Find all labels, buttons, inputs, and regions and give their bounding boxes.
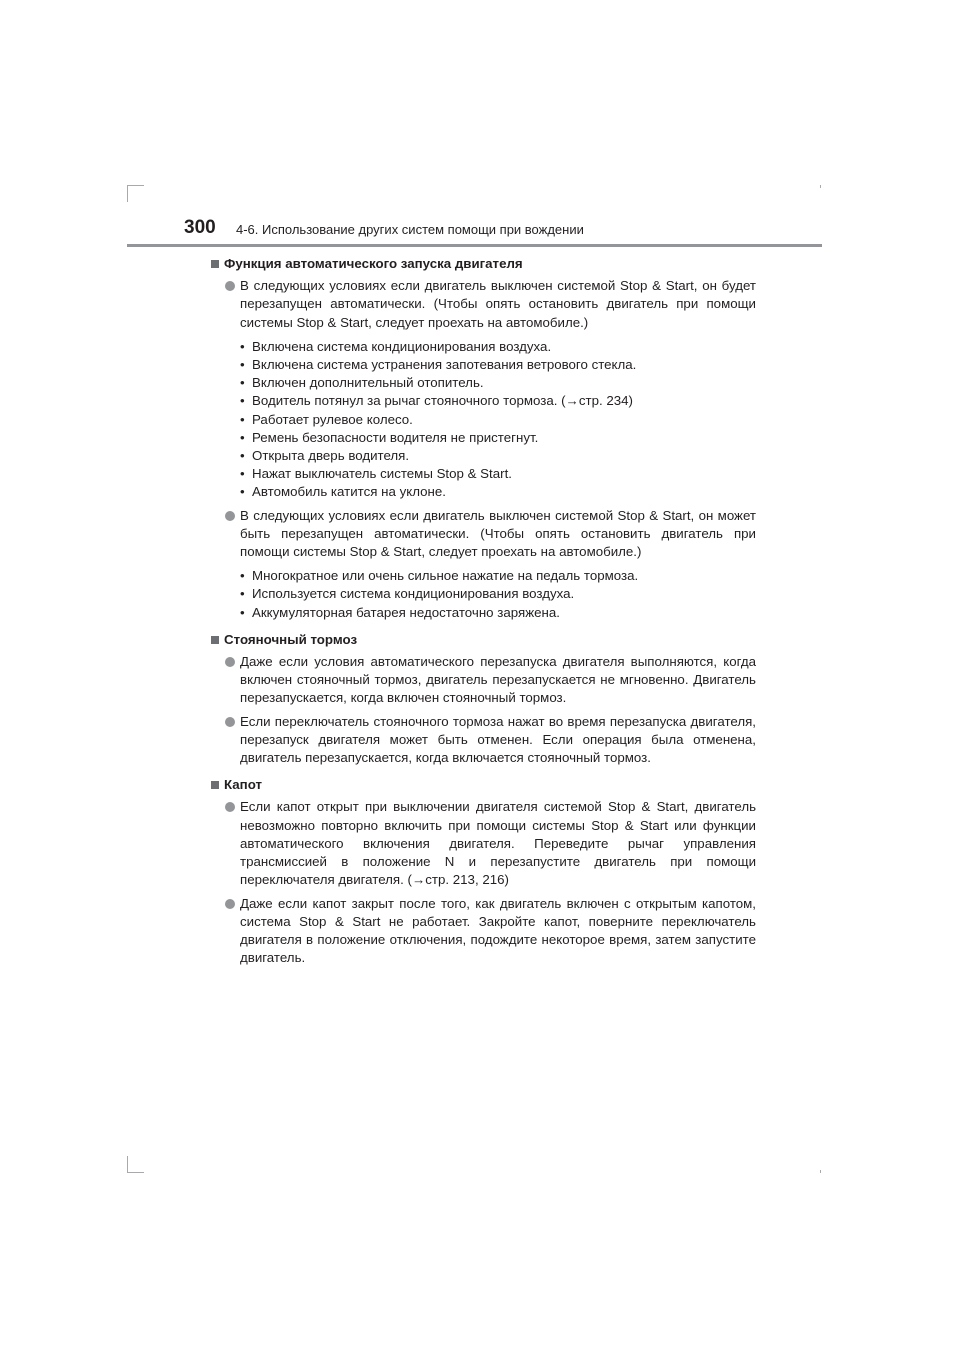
page-number: 300 bbox=[184, 217, 216, 238]
bullet-paragraph bbox=[211, 713, 756, 768]
list-item bbox=[211, 585, 756, 603]
list-item-text: Открыта дверь водителя. bbox=[252, 448, 410, 464]
list-item bbox=[211, 338, 756, 356]
bullet-text: Если капот открыт при выключении двигателя системой Stop & Start, двигатель невозможно повторно включить при помощи системы Stop & Start или функции автоматического включения двигателя. Переведите рычаг управления трансмиссией в положение N и перезапустите двигатель при помощи переключателя двигателя. (→стр. 213, 216) bbox=[240, 799, 756, 888]
bullet-text: Даже если условия автоматического перезапуска двигателя выполняются, когда включен стояночный тормоз, двигатель перезапускается не мгновенно. Двигатель перезапускается, когда включен стояночный тормоз. bbox=[240, 654, 756, 706]
list-item bbox=[211, 392, 756, 410]
crop-mark-top-left-v bbox=[127, 185, 128, 202]
list-bullet-icon: • bbox=[240, 338, 245, 354]
list-item-text: Работает рулевое колесо. bbox=[252, 411, 413, 427]
list-item bbox=[211, 356, 756, 374]
list-item-text: Аккумуляторная батарея недостаточно заряжена. bbox=[252, 604, 560, 620]
chapter-title: 4-6. Использование других систем помощи при вождении bbox=[236, 222, 584, 237]
list-bullet-icon: • bbox=[240, 586, 245, 602]
list-item-text: Включена система кондиционирования воздуха. bbox=[252, 338, 552, 354]
list-item-text: Включена система устранения запотевания ветрового стекла. bbox=[252, 357, 637, 373]
list-bullet-icon: • bbox=[240, 411, 245, 427]
condition-list bbox=[211, 338, 756, 502]
list-bullet-icon: • bbox=[240, 429, 245, 445]
condition-list bbox=[211, 567, 756, 622]
crop-mark-bottom-right bbox=[820, 1170, 821, 1173]
section-title: Функция автоматического запуска двигателя bbox=[224, 256, 523, 271]
section-heading bbox=[211, 631, 756, 649]
list-bullet-icon: • bbox=[240, 604, 245, 620]
crop-mark-bottom-left-v bbox=[127, 1156, 128, 1173]
bullet-paragraph bbox=[211, 277, 756, 332]
bullet-paragraph bbox=[211, 507, 756, 562]
list-item bbox=[211, 604, 756, 622]
list-bullet-icon: • bbox=[240, 448, 245, 464]
list-item-text: Автомобиль катится на уклоне. bbox=[252, 484, 446, 500]
bullet-dot-icon bbox=[225, 802, 235, 812]
list-bullet-icon: • bbox=[240, 484, 245, 500]
bullet-dot-icon bbox=[225, 657, 235, 667]
crop-mark-bottom-left-h bbox=[127, 1172, 144, 1173]
list-item-text: Ремень безопасности водителя не пристегнут. bbox=[252, 429, 539, 445]
bullet-text: В следующих условиях если двигатель выключен системой Stop & Start, он будет перезапущен автоматически. (Чтобы опять остановить двигатель при помощи системы Stop & Start, следует проехать на автомобиле.) bbox=[240, 278, 756, 330]
list-item-text: Многократное или очень сильное нажатие на педаль тормоза. bbox=[252, 568, 639, 584]
bullet-text: В следующих условиях если двигатель выключен системой Stop & Start, он может быть перезапущен автоматически. (Чтобы опять остановить двигатель при помощи системы Stop & Start, следует проехать на автомобиле.) bbox=[240, 507, 756, 560]
bullet-paragraph bbox=[211, 798, 756, 889]
bullet-text: Если переключатель стояночного тормоза нажат во время перезапуска двигателя, перезапуск двигателя может быть отменен. Если операция была отменена, двигатель перезапускается, когда включается стояночный тормоз. bbox=[240, 713, 756, 766]
bullet-text: Даже если капот закрыт после того, как двигатель включен с открытым капотом, система Stop & Start не работает. Закройте капот, поверните переключатель двигателя в положение отключения, подождите некоторое время, затем запустите двигатель. bbox=[240, 895, 756, 966]
list-item-text: Водитель потянул за рычаг стояночного тормоза. (→стр. 234) bbox=[252, 393, 633, 409]
list-item bbox=[211, 374, 756, 392]
section-square-icon bbox=[211, 636, 219, 644]
list-item bbox=[211, 447, 756, 465]
bullet-paragraph bbox=[211, 895, 756, 968]
list-bullet-icon: • bbox=[240, 375, 245, 391]
list-item-text: Включен дополнительный отопитель. bbox=[252, 375, 484, 391]
list-item bbox=[211, 483, 756, 501]
list-item bbox=[211, 567, 756, 585]
list-bullet-icon: • bbox=[240, 357, 245, 373]
list-bullet-icon: • bbox=[240, 466, 245, 482]
section-square-icon bbox=[211, 260, 219, 268]
bullet-dot-icon bbox=[225, 281, 235, 291]
bullet-dot-icon bbox=[225, 511, 235, 521]
section-title: Капот bbox=[224, 777, 263, 793]
section-title: Стояночный тормоз bbox=[224, 631, 358, 647]
list-item-text: Используется система кондиционирования воздуха. bbox=[252, 586, 575, 602]
page-content bbox=[211, 255, 756, 972]
bullet-dot-icon bbox=[225, 717, 235, 727]
list-bullet-icon: • bbox=[240, 568, 245, 584]
list-item bbox=[211, 429, 756, 447]
list-item bbox=[211, 411, 756, 429]
section-square-icon bbox=[211, 781, 219, 789]
section-heading bbox=[211, 255, 756, 273]
crop-mark-top-left-h bbox=[127, 185, 144, 186]
bullet-paragraph bbox=[211, 653, 756, 708]
list-item bbox=[211, 465, 756, 483]
crop-mark-top-right bbox=[820, 185, 821, 188]
list-item-text: Нажат выключатель системы Stop & Start. bbox=[252, 466, 512, 482]
header-rule bbox=[127, 244, 822, 247]
bullet-dot-icon bbox=[225, 899, 235, 909]
list-bullet-icon: • bbox=[240, 393, 245, 409]
section-heading bbox=[211, 776, 756, 794]
